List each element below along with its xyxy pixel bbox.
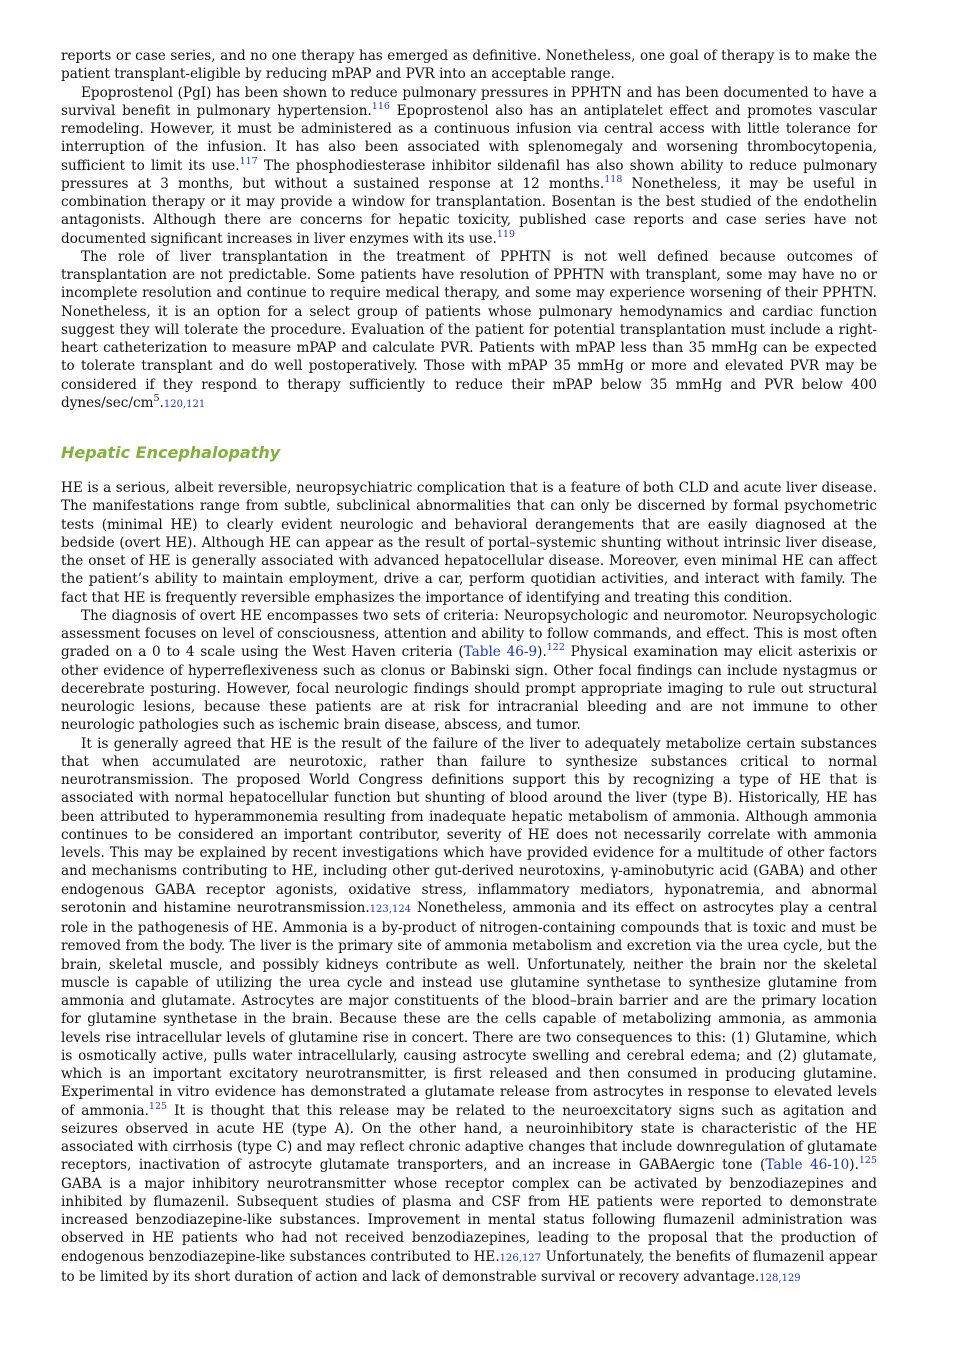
section-heading-hepatic-encephalopathy: Hepatic Encephalopathy bbox=[61, 443, 281, 462]
table-link-46-10[interactable]: Table 46-10 bbox=[765, 1157, 850, 1174]
reference-122[interactable]: 122 bbox=[546, 642, 565, 654]
reference-120-121[interactable]: 120,121 bbox=[163, 398, 206, 410]
paragraph-therapy-intro: reports or case series, and no one therapy has emerged as definitive. Nonetheless, one goal of therapy is to make the patient transplant-eligible by reducing mPAP and PVR into an acceptable range. bbox=[61, 48, 877, 83]
reference-123-124[interactable]: 123,124 bbox=[369, 903, 412, 915]
reference-125[interactable]: 125 bbox=[148, 1100, 168, 1112]
reference-126-127[interactable]: 126,127 bbox=[499, 1252, 542, 1264]
paragraph-transplantation: The role of liver transplantation in the treatment of PPHTN is not well defined because outcomes of transplantation are not predictable. Some patients have resolution of PPHTN with transplant, some may have no or incomplete resolution and continue to require medical therapy, and some may experience worsening of their PPHTN. Nonetheless, it is an option for a select group of patients whose pulmonary hemodynamics and cardiac function suggest they will tolerate the procedure. Evaluation of the patient for potential transplantation must include a right-heart catheterization to measure mPAP and calculate PVR. Patients with mPAP less than 35 mmHg can be expected to tolerate transplant and do well postoperatively. Those with mPAP 35 mmHg or more and elevated PVR may be considered if they respond to therapy sufficiently to reduce their mPAP below 35 mmHg and PVR below 400 dynes/$\sec/cm^5.120,121$ bbox=[61, 248, 877, 411]
reference-118[interactable]: 118 bbox=[604, 173, 623, 185]
reference-119[interactable]: 119 bbox=[496, 228, 516, 240]
superscript-exponent: 5 bbox=[153, 392, 160, 404]
paragraph-epoprostenol: Epoprostenol (PgI) has been shown to reduce pulmonary pressures in PPHTN and has been documented to have a survival benefit in pulmonary hypertension.$^{116}$ Epoprostenol also has an antiplatelet effect and promotes vascular remodeling. However, it must be administered as a continuous infusion via central access with little tolerance for interruption of the infusion. It has also been associated with splenomegaly and worsening thrombocytopenia, sufficient to limit its use.$^{117}$ The phosphodiesterase inhibitor sildenafil has also shown ability to reduce pulmonary pressures at 3 months, but without a sustained response at 12 months.$^{118}$ Nonetheless, it may be useful in combination therapy or it may provide a window for transplantation. Bosentan is the best studied of the endothelin antagonists. Although there are concerns for hepatic toxicity, published case reports and case series have not documented significant increases in liver enzymes with its use.$^{119}$ bbox=[61, 84, 878, 247]
paragraph-he-pathogenesis: It is generally agreed that HE is the result of the failure of the liver to adequately metabolize certain substances that when accumulated are neurotoxic, rather than failure to synthesize substances critical to normal neurotransmission. The proposed World Congress definitions support this by recognizing a type of HE that is associated with normal hepatocellular function but shunting of blood around the liver (type B). Historically, HE has been attributed to hyperammonemia resulting from inadequate hepatic metabolism of ammonia. Although ammonia continues to be considered an important contributor, severity of HE does not necessarily correlate with ammonia levels. This may be explained by recent investigations which have provided evidence for a multitude of other factors and mechanisms contributing to HE, including other gut-derived neurotoxins, γ-aminobutyric acid (GABA) and other endogenous GABA receptor agonists, oxidative stress, inflammatory mediators, hyponatremia, and abnormal serotonin and histamine neurotransmission.123,124 Nonetheless, ammonia and its effect on astrocytes play a central role in the pathogenesis of HE. Ammonia is a by-product of nitrogen-containing compounds that is toxic and must be removed from the body. The liver is the primary site of ammonia metabolism and excretion via the urea cycle, but the brain, skeletal muscle, and possibly kidneys contribute as well. Unfortunately, neither the brain nor the skeletal muscle is capable of utilizing the urea cycle and instead use glutamine synthetase to synthesize glutamine from ammonia and glutamate. Astrocytes are major constituents of the blood–brain barrier and are the primary location for glutamine synthetase in the brain. Because these are the cells capable of metabolizing ammonia, as ammonia levels rise intracellular levels of glutamine rise in concert. There are two consequences to this: (1) Glutamine, which is osmotically active, pulls water intracellularly, causing astrocyte swelling and cerebral edema; and (2) glutamate, which is an important excitatory neurotransmitter, is first released and then consumed in producing glutamine. Experimental in vitro evidence has demonstrated a glutamate release from astrocytes in response to elevated levels of ammonia.$^{125}$ It is thought that this release may be related to the neuroexcitatory signs such as agitation and seizures observed in acute HE (type A). On the other hand, a neuroinhibitory state is characteristic of the HE associated with cirrhosis (type C) and may reflect chronic adaptive changes that include downregulation of glutamate receptors, inactivation of astrocyte glutamate transporters, and an increase in GABAergic tone (Table 46-10).$^{125}$ GABA is a major inhibitory neurotransmitter whose receptor complex can be activated by benzodiazepines and inhibited by flumazenil. Subsequent studies of plasma and CSF from HE patients were reported to demonstrate increased benzodiazepine-like substances. Improvement in mental status following flumazenil administration was observed in HE patients who had not received benzodiazepines, leading to the proposal that the production of endogenous benzodiazepine-like substances contributed to HE.126,127 Unfortunately, the benefits of flumazenil appear to be limited by its short duration of action and lack of demonstrable survival or recovery advantage.128,129 bbox=[61, 735, 877, 1285]
reference-125-second[interactable]: 125 bbox=[858, 1155, 877, 1167]
table-link-46-9[interactable]: Table 46-9 bbox=[463, 644, 538, 661]
paragraph-he-diagnosis: The diagnosis of overt HE encompasses two sets of criteria: Neuropsychologic and neuromotor. Neuropsychologic assessment focuses on level of consciousness, attention and ability to follow commands, and effect. This is most often graded on a 0 to 4 scale using the West Haven criteria (Table 46-9).$^{122}$ Physical examination may elicit asterixis or other evidence of hyperreflexiveness such as clonus or Babinski sign. Other focal findings can include nystagmus or decerebrate posturing. However, focal neurologic findings should prompt appropriate imaging to rule out structural neurologic lesions, because these patients are at risk for intracranial bleeding and are not immune to other neurologic pathologies such as ischemic brain disease, abscess, and tumor. bbox=[61, 607, 877, 734]
paragraph-he-overview: HE is a serious, albeit reversible, neuropsychiatric complication that is a feature of both CLD and acute liver disease. The manifestations range from subtle, subclinical abnormalities that can only be discerned by formal psychometric tests (minimal HE) to clearly evident neurologic and behavioral derangements that are easily diagnosed at the bedside (overt HE). Although HE can appear as the result of portal–systemic shunting without intrinsic liver disease, the onset of HE is generally associated with advanced hepatocellular disease. Moreover, even minimal HE can affect the patient’s ability to maintain employment, drive a car, perform quotidian activities, and interact with family. The fact that HE is frequently reversible emphasizes the importance of identifying and treating this condition. bbox=[61, 480, 877, 606]
reference-117[interactable]: 117 bbox=[239, 155, 258, 167]
reference-128-129[interactable]: 128,129 bbox=[759, 1272, 801, 1284]
reference-116[interactable]: 116 bbox=[371, 100, 390, 112]
document-page bbox=[61, 47, 877, 1288]
